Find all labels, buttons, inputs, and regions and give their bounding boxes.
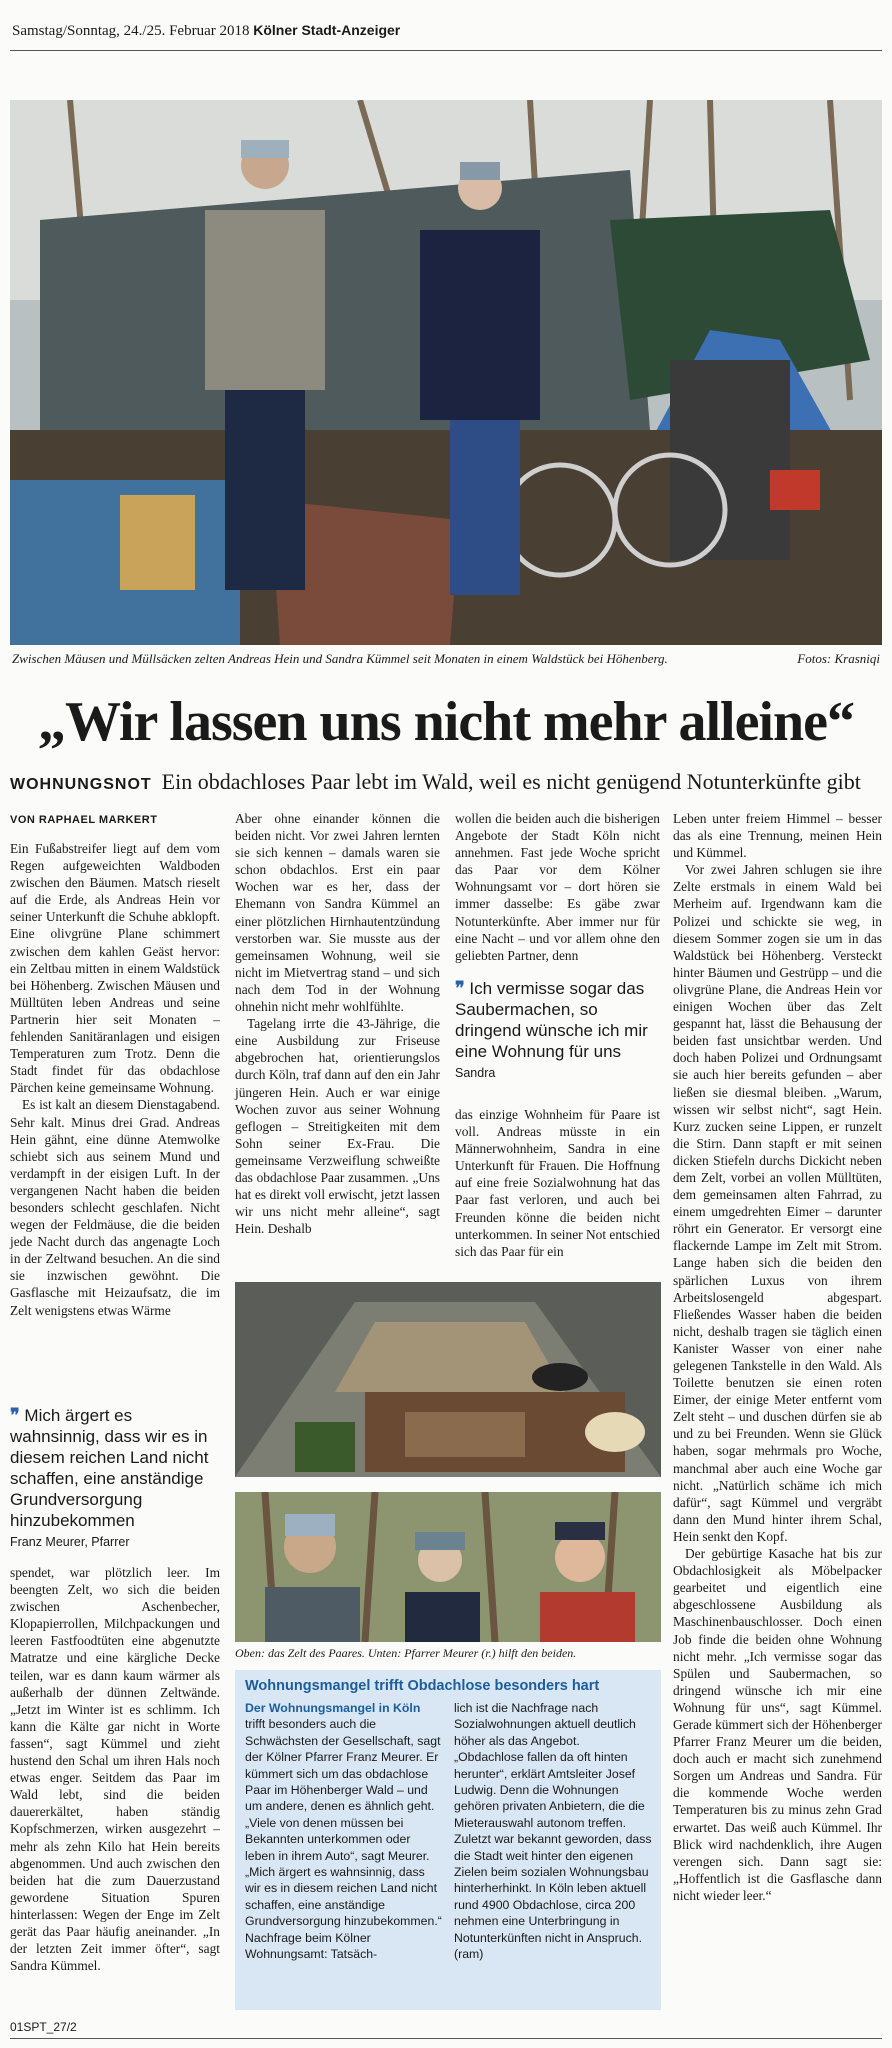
paragraph: Leben unter freiem Himmel – besser das als eine Trennung, meinen Hein und Kümmel. [673, 811, 882, 861]
info-box-text: lich ist die Nachfrage nach Sozialwohnungen aktuell deutlich höher als das Angebot. „Obdachlose fallen da oft hinten herunter“, erklärt Amtsleiter Josef Ludwig. Denn die Wohnungen gehören privaten Anbietern, die die Mieterauswahl autonom treffen. Zuletzt war bekannt geworden, dass die Stadt weit hinter den eigenen Zielen beim sozialen Wohnungsbau hinterherhinkt. In Köln leben aktuell rund 4900 Obdachlose, circa 200 nehmen eine Unterbringung in Notunterkünften nicht in Anspruch. (ram) [454, 1701, 652, 1962]
column-1-bottom [10, 1564, 220, 1974]
main-photo-caption-row [12, 651, 880, 666]
page-header [12, 22, 880, 46]
main-photo [10, 100, 882, 645]
quote-source: Franz Meurer, Pfarrer [10, 1535, 130, 1549]
info-box-lead: Der Wohnungsmangel in Köln [245, 1701, 421, 1715]
pull-quote-meurer [10, 1405, 222, 1549]
column-4 [673, 810, 882, 1904]
paragraph: Es ist kalt an diesem Dienstagabend. Sehr kalt. Minus drei Grad. Andreas Hein gähnt, eine dünne Atemwolke schiebt sich aus seinem Mund und verdampft in der eisigen Luft. In der vergangenen Nacht haben die beiden besonders schlecht geschlafen. Nicht wegen der Feldmäuse, die die beiden jede Nacht durch das angenagte Loch in der Zeltwand besuchen. An die sind sie inzwischen gewöhnt. Die Gasflasche mit Heizaufsatz, die im Zelt wenigstens etwas Wärme [10, 1097, 220, 1318]
publication-name: Kölner Stadt-Anzeiger [253, 22, 401, 38]
headline: „Wir lassen uns nicht mehr alleine“ [38, 691, 854, 753]
page-code: 01SPT_27/2 [10, 2020, 77, 2034]
paragraph: spendet, war plötzlich leer. Im beengten Zelt, wo sich die beiden zwischen Aschenbecher, Klopapierrollen, Milchpackungen und leeren Fastfoodtüten eine abgenutzte Matratze und eine kärgliche Decke teilen, war es dann kaum wärmer als außerhalb der dünnen Zeltwände. „Jetzt im Winter ist es schlimm. Ich kann die Kälte gar nicht in Worte fassen“, sagt Kümmel und zieht hustend den Schal um ihren Hals noch etwas enger. Seitdem das Paar im Wald lebt, sind die beiden dauererkältet, haben ständig Kopfschmerzen, wirken ausgezehrt – mehr als zehn Kilo hat Hein bereits abgenommen. Und auch zwischen den beiden hat die zum Dauerzustand gewordene Situation Spuren hinterlassen: Wegen der Enge im Zelt gerät das Paar häufig aneinander. „In der letzten Zeit immer öfter“, sagt Sandra Kümmel. [10, 1565, 220, 1974]
column-3-top [455, 810, 660, 964]
header-rule [10, 50, 882, 51]
column-3-bottom [455, 1106, 660, 1260]
info-box-column-left [245, 1700, 443, 1963]
footer-rule [10, 2038, 882, 2039]
paragraph: das einzige Wohnheim für Paare ist voll. Andreas müsste in ein Männerwohnheim, Sandra in eine Unterkunft für Frauen. Die Hoffnung auf eine freie Sozialwohnung hat das Paar fast verloren, und auch bei Freunden könne die beiden nicht unterkommen. In seiner Not entschied sich das Paar für ein [455, 1107, 660, 1259]
column-1-top [10, 840, 220, 1319]
paragraph: Vor zwei Jahren schlugen sie ihre Zelte erstmals in einem Wald bei Merheim auf. Irgendwann kam die Polizei und schickte sie weg, in diesem Sommer zogen sie um in das Waldstück bei Höhenberg. Versteckt hinter Bäumen und Gestrüpp – und die olivgrüne Plane, die Andreas Hein vor einigen Wochen über das Zelt gespannt hat, lässt die Behausung der beiden fast unsichtbar werden. Und doch haben Polizei und Ordnungsamt sie auch hier bereits gefunden – aber ließen sie diesmal bleiben. „Warum, wissen wir selbst nicht“, sagt Hein. Kurz zucken seine Lippen, er runzelt die Stirn. Dann stapft er mit seinen dicken Stiefeln durchs Dickicht neben dem Zelt, vorbei an vollen Mülltüten, dem gemeinsamen alten Fahrrad, zu einem umgedrehten Eimer – darunter röhrt ein Generator. Er versorgt eine flackernde Lampe im Zelt mit Strom. Lange haben sich die beiden den spärlichen Luxus von ihrem Arbeitslosengeld abgespart. Fließendes Wasser haben die beiden nicht, deshalb tragen sie täglich einen Kanister Wasser von einer nahe gelegenen Tankstelle in den Wald. Als Toilette benutzen sie einen roten Eimer, der einige Meter entfernt vom Zelt steht – und duschen dürfen sie ab und zu bei Freunden. Wenn sie Glück haben, sogar mehrmals pro Woche, manchmal aber auch eine Woche gar nicht. „Natürlich schäme ich mich dafür“, sagt Kümmel und vergräbt dann den Mund hinter ihrem Schal, Hein senkt den Kopf. [673, 862, 882, 1544]
info-box-column-right [454, 1700, 652, 1963]
paragraph: Der gebürtige Kasache hat bis zur Obdachlosigkeit als Möbelpacker gearbeitet und eigentlich eine abgeschlossene Ausbildung als Maschinenbauschlosser. Doch einen Job finde die beiden ohne Wohnung nicht mehr. „Ich vermisse sogar das Spülen und Saubermachen, so dringend wünsche ich mir eine Wohnung für uns“, sagt Kümmel. Gerade kümmert sich der Höhenberger Pfarrer Franz Meurer um die beiden, doch auch er macht sich zunehmend Sorgen um Andreas und Sandra. Für die kommende Woche werden Temperaturen bis zu minus zehn Grad erwartet. Das weiß auch Kümmel. Ihr Blick wird nachdenklich, ihre Augen verengen sich. Dann sagt sie: „Hoffentlich ist die Gasflasche dann nicht wieder leer.“ [673, 1546, 882, 1903]
issue-date: Samstag/Sonntag, 24./25. Februar 2018 [12, 23, 250, 39]
column-2 [235, 810, 440, 1237]
paragraph: wollen die beiden auch die bisherigen Angebote der Stadt Köln nicht annehmen. Fast jede Woche spricht das Paar vor dem Kölner Wohnungsamt vor – dort hören sie immer dasselbe: Es gäbe zwar Notunterkünfte. Aber immer nur für eine Nacht – und vor allem ohne den geliebten Partner, denn [455, 811, 660, 963]
quote-text: Ich vermisse sogar das Saubermachen, so dringend wünsche ich mir eine Wohnung für uns [455, 979, 648, 1061]
byline: VON RAPHAEL MARKERT [10, 814, 158, 826]
paragraph: Tagelang irrte die 43-Jährige, die eine Ausbildung zur Friseuse abgebrochen hat, orientierungslos durch Köln, traf dann auf den ein Jahr jüngeren Hein. Auch er war einige Wochen zuvor aus seiner Wohnung geflogen – Streitigkeiten mit dem Sohn seiner Ex-Frau. Die gemeinsame Verzweiflung schweißte das obdachlose Paar zusammen. „Uns hat es direkt voll erwischt, jetzt lassen wir uns nicht mehr alleine“, sagt Hein. Deshalb [235, 1016, 440, 1237]
paragraph: Aber ohne einander können die beiden nicht. Vor zwei Jahren lernten sie sich kennen – damals waren sie schon obdachlos. Erst ein paar Wochen war es her, dass der Ehemann von Sandra Kümmel an einer plötzlichen Hirnhautentzündung verstorben war. Sie musste aus der gemeinsamen Wohnung, weil sie nicht im Mietvertrag stand – und sich nach dem Tod in der Wohnung ohnehin nicht mehr wohlfühlte. [235, 811, 440, 1015]
photo-credit: Fotos: Krasniqi [797, 651, 880, 666]
quote-text: Mich ärgert es wahnsinnig, dass wir es in diesem reichen Land nicht schaffen, eine anständige Grundversorgung hinzubekommen [10, 1406, 209, 1530]
main-photo-caption: Zwischen Mäusen und Müllsäcken zelten Andreas Hein und Sandra Kümmel seit Monaten in einem Waldstück bei Höhenberg. [12, 651, 668, 666]
small-photos-caption: Oben: das Zelt des Paares. Unten: Pfarrer Meurer (r.) hilft den beiden. [235, 1646, 577, 1660]
subhead-text: Ein obdachloses Paar lebt im Wald, weil es nicht genügend Notunterkünfte gibt [161, 769, 861, 794]
people-photo [235, 1492, 661, 1642]
kicker: WOHNUNGSNOT [10, 776, 152, 793]
tent-photo [235, 1282, 661, 1477]
subheadline [10, 768, 882, 798]
quote-mark-icon: ❞ [10, 1405, 20, 1425]
paragraph: Ein Fußabstreifer liegt auf dem vom Regen aufgeweichten Waldboden zwischen den Bäumen. Matsch rieselt auf die Erde, als Andreas Hein vor seiner Unterkunft die Schuhe abklopft. Eine olivgrüne Plane schimmert zwischen dem kahlen Geäst hervor: ein Zeltbau mitten in einem Waldstück bei Höhenberg. Zwischen Mäusen und Mülltüten leben Andreas und seine Partnerin hier seit Monaten – fehlenden Sanitäranlagen und eisigen Temperaturen zum Trotz. Denn die Stadt findet für das obdachlose Pärchen keine gemeinsame Wohnung. [10, 841, 220, 1096]
pull-quote-sandra [455, 978, 662, 1080]
info-box-text: trifft besonders auch die Schwächsten der Gesellschaft, sagt der Kölner Pfarrer Franz Meurer. Er kümmert sich um das obdachlose Paar im Höhenberger Wald – und um andere, denen es ähnlich geht. „Viele von denen müssen bei Bekannten unterkommen oder leben in ihrem Auto“, sagt Meurer. „Mich ärgert es wahnsinnig, dass wir es in diesem reichen Land nicht schaffen, eine anständige Grundversorgung hinzubekommen.“ Nachfrage beim Kölner Wohnungsamt: Tatsäch- [245, 1717, 442, 1962]
quote-source: Sandra [455, 1066, 496, 1080]
quote-mark-icon: ❞ [455, 978, 465, 998]
info-box-title: Wohnungsmangel trifft Obdachlose besonders hart [245, 1678, 600, 1694]
